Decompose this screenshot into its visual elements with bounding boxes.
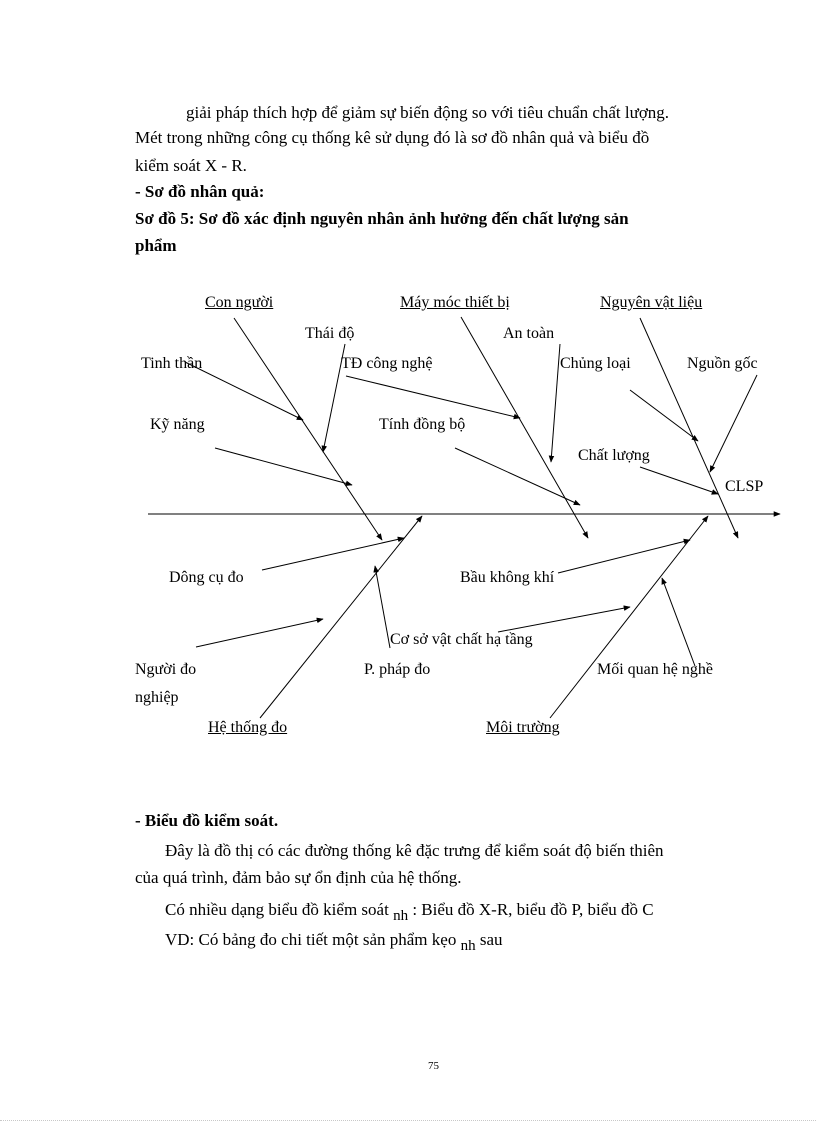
bone-nguyen-vat-lieu [640,318,738,538]
bone-he-thong-do [260,516,422,718]
arrow-an-toan [551,344,560,462]
arrow-ky-nang [215,448,352,485]
arrow-chat-luong [640,467,718,494]
arrow-tinh-than [185,362,303,420]
cause-tinh-dong-bo: Tính đồng bộ [379,416,466,433]
cause-moi-quan-he: Mối quan hệ nghề [597,661,713,678]
cause-chat-luong: Chất lượng [578,447,650,464]
section-heading-control-chart: - Biểu đồ kiểm soát. [135,811,279,830]
line-3-text-b: : Biểu đồ X-R, biểu đồ P, biểu đồ C [412,900,654,919]
arrow-chung-loai [630,390,698,441]
control-chart-para-line-2: của quá trình, đảm bảo sự ổn định của hệ thống. [135,868,462,887]
effect-clsp: CLSP [725,478,764,495]
cause-dong-cu-do: Dông cụ đo [169,569,244,586]
diagram-title-line-2: phẩm [135,236,177,255]
category-may-moc: Máy móc thiết bị [400,294,510,311]
cause-td-cong-nghe: TĐ công nghệ [341,355,433,372]
cause-p-phap-do: P. pháp đo [364,661,431,678]
arrow-nguoi-do [196,619,323,647]
line-4-subscript: nh [460,938,476,954]
bone-moi-truong [550,516,708,718]
cause-tinh-than: Tinh thần [141,355,203,372]
arrow-bau-khong-khi [558,540,690,573]
category-con-nguoi: Con người [205,294,274,311]
arrow-co-so-vat-chat [498,607,630,632]
line-3-text-a: Có nhiều dạng biểu đồ kiểm soát [165,900,389,919]
cause-nguon-goc: Nguồn gốc [687,355,758,372]
line-4-text-a: VD: Có bảng đo chi tiết một sản phẩm kẹo [165,930,457,949]
paragraph-line-3: kiểm soát X - R. [135,156,247,175]
cause-ky-nang: Kỹ năng [150,416,205,433]
cause-nguoi-do-continued: nghiệp [135,689,179,706]
category-he-thong-do: Hệ thống đo [208,719,288,736]
arrow-nguon-goc [710,375,757,472]
paragraph-line-2-text: Mét trong những công cụ thống kê sử dụng đó là sơ đồ nhân quả và biểu đồ [135,128,650,147]
bone-may-moc [461,317,588,538]
line-4-text-b: sau [479,930,503,949]
category-moi-truong: Môi trường [486,719,560,736]
cause-nguoi-do: Người đo [135,661,197,678]
control-chart-para-line-1: Đây là đồ thị có các đường thống kê đặc trưng để kiểm soát độ biến thiên [165,841,664,860]
cause-co-so-vat-chat: Cơ sở vật chất hạ tầng [390,631,533,648]
page-bottom-divider [0,1120,816,1121]
cause-thai-do: Thái độ [305,325,355,342]
arrow-td-cong-nghe [346,376,520,418]
arrow-p-phap-do [375,566,390,648]
line-3-subscript: nh [393,908,409,924]
arrow-moi-quan-he [662,578,695,666]
cause-chung-loai: Chủng loại [560,355,631,372]
arrow-tinh-dong-bo [455,448,580,505]
page-number: 75 [428,1060,439,1072]
category-nguyen-vat-lieu: Nguyên vật liệu [600,294,703,311]
cause-bau-khong-khi: Bầu không khí [460,569,555,586]
control-chart-line-3 [165,899,654,922]
section-heading-cause-effect: - Sơ đồ nhân quả: [135,182,265,201]
diagram-title-line-1: Sơ đồ 5: Sơ đồ xác định nguyên nhân ảnh hưởng đến chất lượng sản [135,209,629,228]
control-chart-line-4 [165,929,503,952]
cause-an-toan: An toàn [503,325,555,342]
bone-con-nguoi [234,318,382,540]
paragraph-line-1: giải pháp thích hợp để giảm sự biến động so với tiêu chuẩn chất lượng. [186,103,670,122]
